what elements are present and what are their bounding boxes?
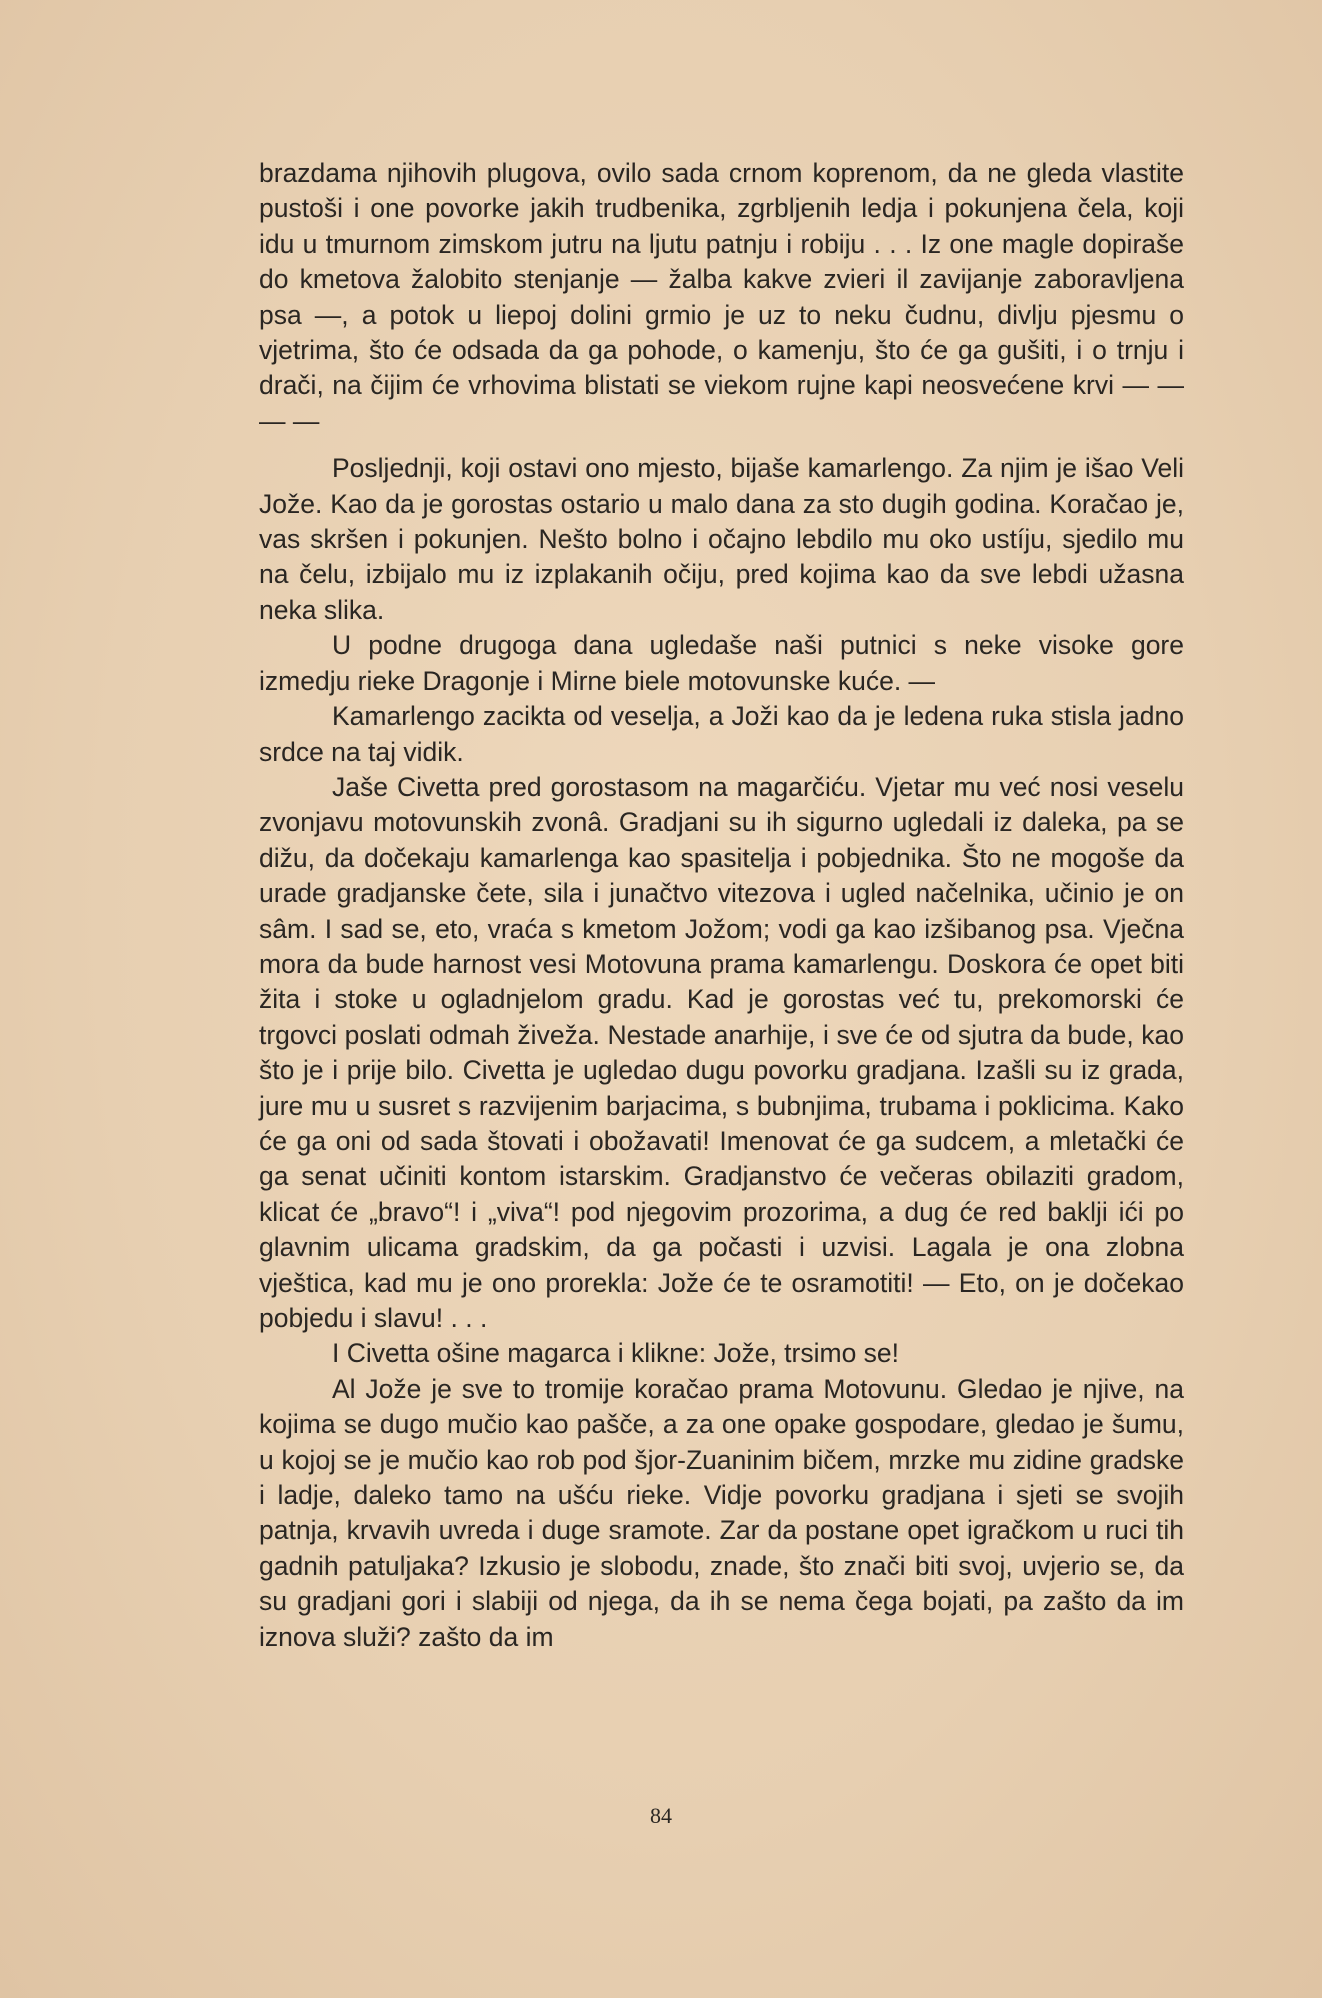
paragraph-continued: brazdama njihovih plugova, ovilo sada crnom koprenom, da ne gleda vlastite pustoši i one povorke jakih trudbenika, zgrbljenih ledja i pokunjena čela, koji idu u tmurnom zimskom jutru na ljutu patnju i robiju . . . Iz one magle dopiraše do kmetova žalobito stenjanje — žalba kakve zvieri il zavijanje zaboravljena psa —, a potok u liepoj dolini grmio je uz to neku čudnu, divlju pjesmu o vjetrima, što će odsada da ga pohode, o kamenju, što će ga gušiti, i o trnju i drači, na čijim će vrhovima blistati se viekom rujne kapi neosvećene krvi — — — — [259,158,1184,436]
paragraph: Kamarlengo zacikta od veselja, a Joži kao da je ledena ruka stisla jadno srdce na taj vidik. [259,701,1184,767]
paragraph: Jaše Civetta pred gorostasom na magarčiću. Vjetar mu već nosi veselu zvonjavu motovunskih zvonâ. Gradjani su ih sigurno ugledali iz daleka, pa se dižu, da dočekaju kamarlenga kao spasitelja i pobjednika. Što ne mogoše da urade gradjanske čete, sila i junačtvo vitezova i ugled načelnika, učinio je on sâm. I sad se, eto, vraća s kmetom Jožom; vodi ga kao izšibanog psa. Vječna mora da bude harnost vesi Motovuna prama kamarlengu. Doskora će opet biti žita i stoke u ogladnjelom gradu. Kad je gorostas već tu, prekomorski će trgovci poslati odmah živeža. Nestade anarhije, i sve će od sjutra da bude, kao što je i prije bilo. Civetta je ugledao dugu povorku gradjana. Izašli su iz grada, jure mu u susret s razvijenim barjacima, s bubnjima, trubama i poklicima. Kako će ga oni od sada štovati i obožavati! Imenovat će ga sudcem, a mletački će ga senat učiniti kontom istarskim. Gradjanstvo će večeras obilaziti gradom, klicat će „bravo“! i „viva“! pod njegovim prozorima, a dug će red baklji ići po glavnim ulicama gradskim, da ga počasti i uzvisi. Lagala je ona zlobna vještica, kad mu je ono prorekla: Jože će te osramotiti! — Eto, on je dočekao pobjedu i slavu! . . . [259,771,1184,1333]
page-number: 84 [650,1803,672,1828]
paragraph: Al Jože je sve to tromije koračao prama Motovunu. Gledao je njive, na kojima se dugo mučio kao pašče, a za one opake gospodare, gledao je šumu, u kojoj se je mučio kao rob pod šjor-Zuaninim bičem, mrzke mu zidine gradske i ladje, daleko tamo na ušću rieke. Vidje povorku gradjana i sjeti se svojih patnja, krvavih uvreda i duge sramote. Zar da postane opet igračkom u ruci tih gadnih patuljaka? Izkusio je slobodu, znade, što znači biti svoj, uvjerio se, da su gradjani gori i slabiji od njega, da ih se nema čega bojati, pa zašto da im iznova služi? zašto da im [259,1373,1184,1652]
paragraph: Posljednji, koji ostavi ono mjesto, bijaše kamarlengo. Za njim je išao Veli Jože. Kao da je gorostas ostario u malo dana za sto dugih godina. Koračao je, vas skršen i pokunjen. Nešto bolno i očajno lebdilo mu oko ustíju, sjedilo mu na čelu, izbijalo mu iz izplakanih očiju, pred kojima kao da sve lebdi užasna neka slika. [259,453,1184,625]
body-text [259,156,1184,1655]
paragraph: I Civetta ošine magarca i klikne: Jože, trsimo se! [332,1338,900,1369]
paragraph: U podne drugoga dana ugledaše naši putnici s neke visoke gore izmedju rieke Dragonje i Mirne biele motovunske kuće. — [259,630,1184,696]
